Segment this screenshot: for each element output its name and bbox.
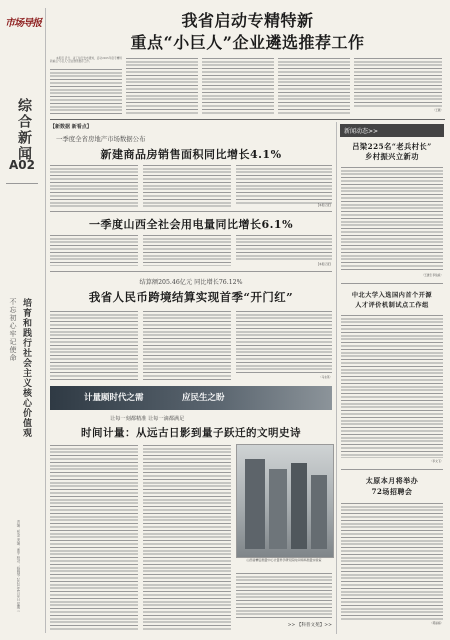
sidebar-divider xyxy=(341,283,443,284)
finance-headline: 新建商品房销售面积同比增长4.1% xyxy=(100,148,282,161)
science-footer: >> 【科普文苑】>> xyxy=(287,623,332,628)
page-footer: 责编：张金 美编：曹宇 校对：杨晓琴 2025年4月9日 星期三 xyxy=(16,520,20,613)
sidebar-news2-title: 中北大学入选国内首个开源 xyxy=(351,292,433,299)
finance-author: 【本报记者】 xyxy=(316,204,332,207)
page-number: A02 xyxy=(9,158,35,172)
slogan-primary: 培育和践行社会主义核心价值观 xyxy=(21,298,31,438)
trade-headline: 我省人民币跨境结算实现首季“开门红” xyxy=(88,290,294,304)
sidebar-news1-author: （王建忠 李俊斌） xyxy=(421,274,443,277)
top-headline-line2: 重点“小巨人”企业遴选推荐工作 xyxy=(130,33,365,52)
lab-photo xyxy=(236,444,334,558)
power-author: 【本报记者】 xyxy=(316,263,332,266)
masthead-divider xyxy=(6,183,38,184)
science-banner-text1: 计量顾时代之需 xyxy=(84,393,144,403)
sidebar-news3-title2: 72场招聘会 xyxy=(371,487,413,496)
lab-equipment-rack xyxy=(245,459,265,549)
sidebar-news1-title2: 乡村振兴立新功 xyxy=(365,152,419,161)
science-body-text xyxy=(236,572,332,620)
science-banner-text2: 应民生之盼 xyxy=(182,393,225,403)
sidebar-divider xyxy=(341,469,443,470)
top-author: （王薇） xyxy=(432,109,443,112)
power-divider xyxy=(50,271,332,272)
masthead-logo: 市场导报 xyxy=(5,18,41,29)
sidebar-news3-body xyxy=(341,502,443,620)
sidebar-news2-title2: 人才评价机制试点工作组 xyxy=(355,302,429,309)
science-banner xyxy=(50,386,332,410)
science-headline: 时间计量：从远古日影到量子跃迁的文明史诗 xyxy=(81,427,301,439)
top-divider xyxy=(50,119,445,120)
top-body-text xyxy=(50,68,122,114)
science-body-text xyxy=(143,444,231,630)
power-body-text xyxy=(143,234,231,266)
trade-kicker: 结算额205.46亿元 同比增长76.12% xyxy=(139,279,243,286)
top-body-text xyxy=(278,57,350,114)
science-body-text xyxy=(50,444,138,630)
sidebar-news3-author: （郭丽娟） xyxy=(430,622,443,625)
top-headline-line1: 我省启动专精特新 xyxy=(181,11,314,30)
lab-photo-caption: 山西省精密测量中心计量科学研究院时间频率测量实验室 xyxy=(246,558,322,562)
finance-subtitle: 一季度全省房地产市场数据公布 xyxy=(56,135,146,143)
sidebar-news2-body xyxy=(341,314,443,458)
finance-body-text xyxy=(236,164,332,204)
top-body-text xyxy=(354,57,442,107)
finance-divider xyxy=(50,211,332,212)
science-subtitle: 让每一刻都精准 让每一滴都满足 xyxy=(110,416,185,422)
trade-body-text xyxy=(50,310,138,380)
section-title: 综合新闻 xyxy=(16,98,32,162)
lab-equipment-rack xyxy=(269,469,287,549)
top-lead xyxy=(50,57,122,64)
lab-equipment-rack xyxy=(311,475,327,549)
trade-body-text xyxy=(143,310,231,380)
masthead-column xyxy=(0,0,44,640)
top-body-text xyxy=(202,57,274,114)
lab-equipment-rack xyxy=(291,463,307,549)
sidebar-news1-body xyxy=(341,166,443,272)
power-body-text xyxy=(50,234,138,266)
sidebar-news2-author: （李文飞） xyxy=(430,460,443,463)
sidebar-news1-title: 吕梁225名“老兵村长” xyxy=(352,142,432,151)
slogan-secondary: 不忘初心牢记使命 xyxy=(9,298,17,362)
top-body-text xyxy=(126,57,198,114)
trade-body-text xyxy=(236,310,332,374)
power-headline: 一季度山西全社会用电量同比增长6.1% xyxy=(88,218,294,231)
top-lead-text: 本报讯 近日，省工信厅发布通知，启动2025年度专精特新重点“小巨人”企业遴选推荐工作。 xyxy=(50,57,122,64)
finance-body-text xyxy=(143,164,231,208)
masthead-border xyxy=(45,8,46,633)
finance-body-text xyxy=(50,164,138,208)
sidebar-header: 新闻动态>> xyxy=(340,124,444,137)
sidebar-news3-title: 太原本月将举办 xyxy=(365,476,419,485)
sidebar-border xyxy=(336,122,337,634)
finance-kicker: 【新数据 新看点】 xyxy=(50,124,92,130)
trade-author: （马永英） xyxy=(319,376,332,379)
power-body-text xyxy=(236,234,332,262)
